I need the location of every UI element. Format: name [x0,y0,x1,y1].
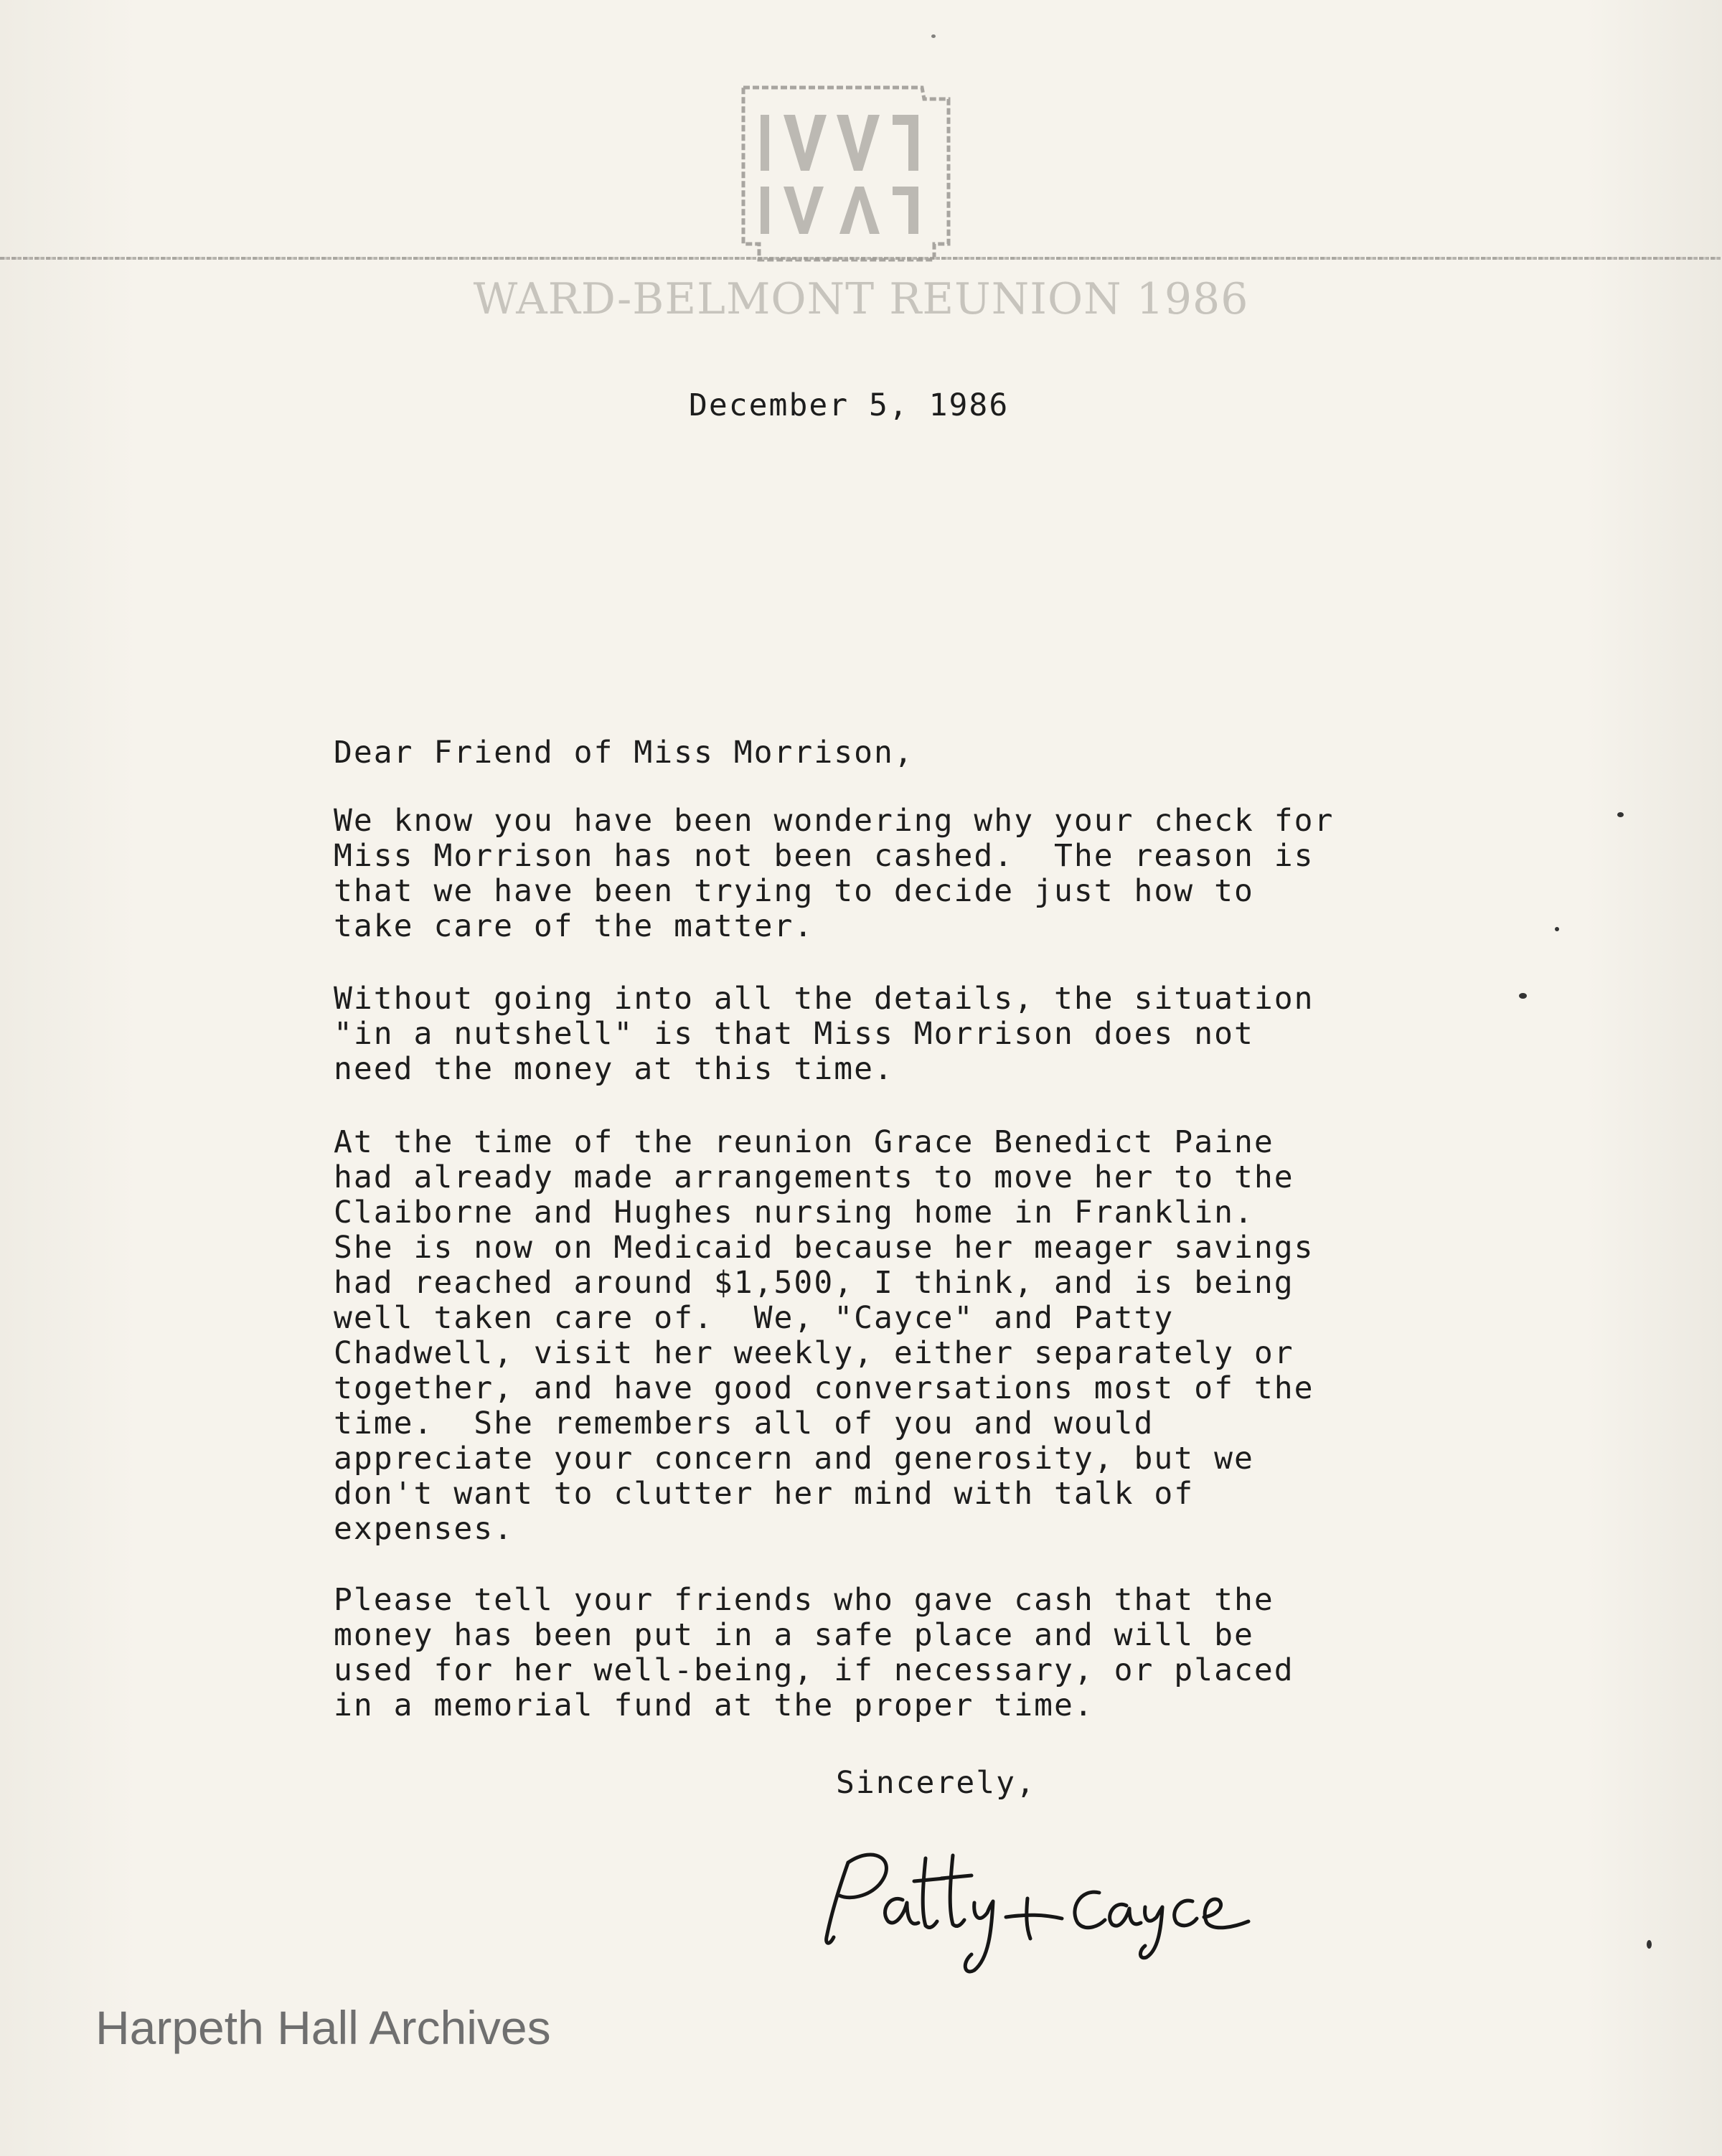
letterhead-rule [0,257,1722,260]
paper-speck [1647,1940,1652,1949]
salutation: Dear Friend of Miss Morrison, [334,735,914,771]
paper-speck [1519,993,1527,999]
paper-speck [1617,812,1624,817]
paper-speck [931,34,936,38]
paper-speck [1555,927,1559,931]
letter-date: December 5, 1986 [689,387,1010,423]
paragraph-4: Please tell your friends who gave cash that the money has been put in a safe place and will be used for her well-being, if necessary, or placed in a memorial fund at the proper time. [334,1582,1294,1723]
letterhead-title: WARD-BELMONT REUNION 1986 [473,274,1249,324]
archive-watermark: Harpeth Hall Archives [95,2001,551,2054]
paragraph-3: At the time of the reunion Grace Benedict Paine had already made arrangements to move her to the Claiborne and Hughes nursing home in Franklin. She is now on Medicaid because her meager savings had reached around $1,500, I think, and is being well taken care of. We, "Cayce" and Patty Chadwell, visit her weekly, either separately or together, and have good conversations most of the time. She remembers all of you and would appreciate your concern and generosity, but we don't want to clutter her mind with talk of expenses. [334,1124,1314,1547]
handwritten-signature [818,1837,1263,1980]
ward-belmont-monogram-logo [739,80,954,268]
paragraph-2: Without going into all the details, the situation "in a nutshell" is that Miss Morrison does not need the money at this time. [334,981,1314,1087]
closing: Sincerely, [836,1765,1036,1801]
paragraph-1: We know you have been wondering why your check for Miss Morrison has not been cashed. The reason is that we have been trying to decide just how to take care of the matter. [334,803,1335,944]
